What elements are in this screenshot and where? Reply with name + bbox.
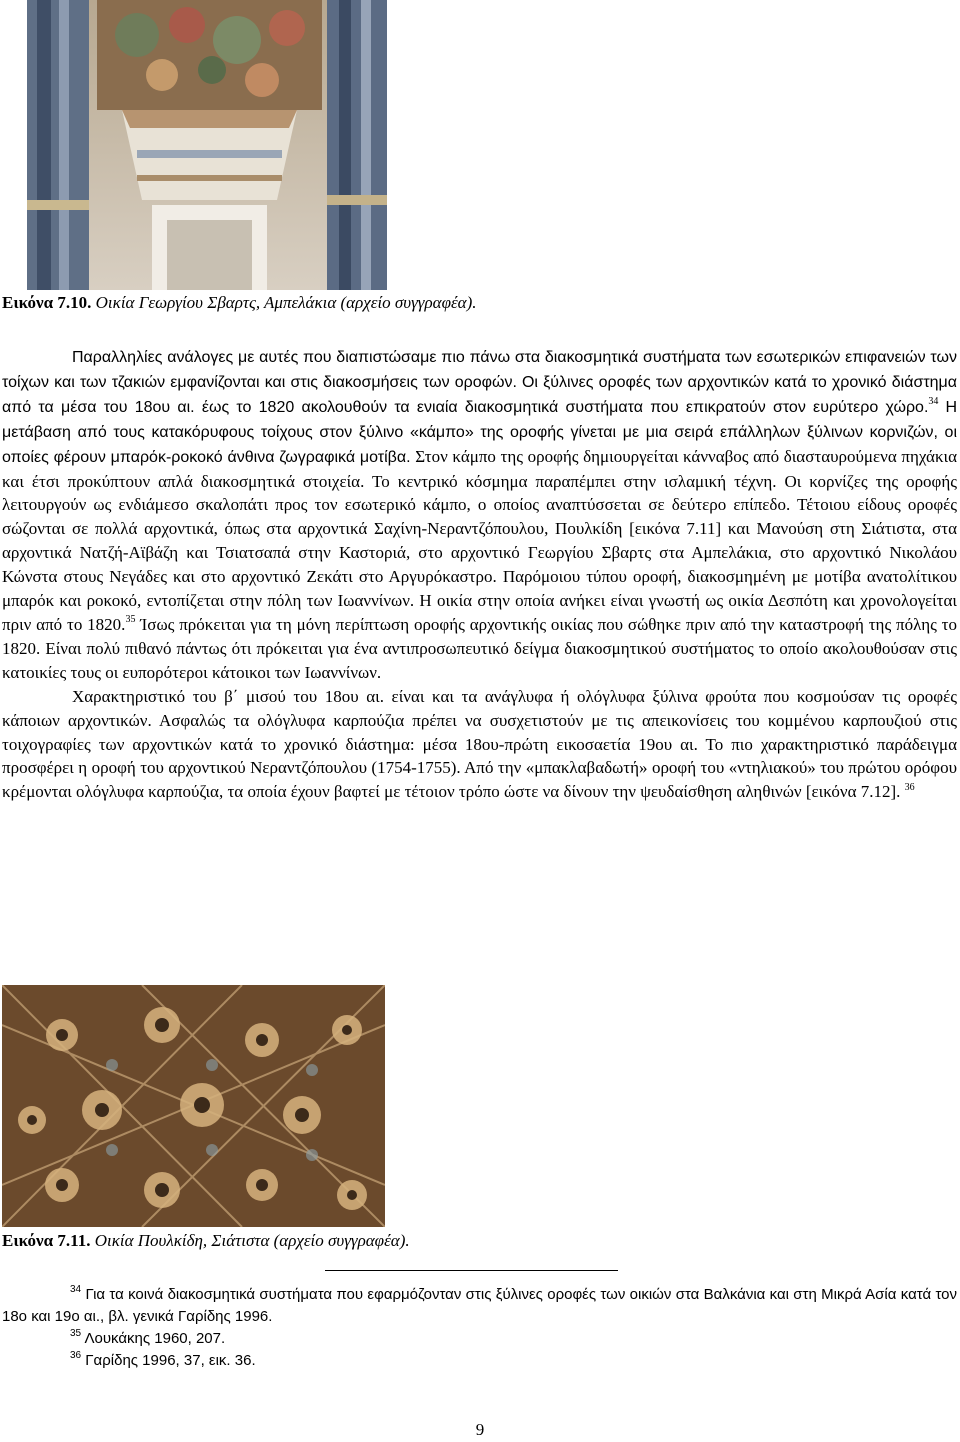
figure-label: Εικόνα 7.11. <box>2 1231 91 1250</box>
footnote-ref-34[interactable]: 34 <box>928 396 939 408</box>
figure-7-11-caption <box>2 1231 410 1251</box>
footnote-34 <box>2 1284 957 1328</box>
figure-caption-text: Οικία Γεωργίου Σβαρτς, Αμπελάκια (αρχείο συγγραφέα). <box>95 293 477 312</box>
sentence-5: Ίσως πρόκειται για τη μόνη περίπτωση οροφής αρχοντικής οικίας που σώθηκε πριν από την καταστροφή της πόλης το 1820. Είναι πολύ πιθανό πάντως ότι πρόκειται για ένα αντιπροσωπευτικό δείγμα διακοσμητικού συστήματος το οποίο ακολουθούσαν στις κατοικίες τους οι ευπορότεροι κάτοικοι των Ιωαννίνων. <box>2 614 957 682</box>
footnote-36 <box>2 1350 957 1372</box>
footnote-text: Λουκάκης 1960, 207. <box>84 1330 226 1347</box>
footnote-number: 36 <box>70 1350 82 1361</box>
figure-7-11-photo <box>2 985 385 1227</box>
sentence-1: Παραλληλίες ανάλογες με αυτές που διαπιστώσαμε πιο πάνω στα διακοσμητικά συστήματα των εσωτερικών επιφανειών των τοίχων και των τζακιών εμφανίζονται και στις διακοσμήσεις των οροφών. <box>2 349 957 391</box>
painted-ceiling-image <box>2 985 385 1227</box>
sentence-2: Οι ξύλινες οροφές των αρχοντικών κατά το χρονικό διάστημα από τα μέσα του 18ου αι. έως το 1820 ακολουθούν τα ενιαία διακοσμητικά συστήματα που επικρατούν στον ευρύτερο χώρο. <box>2 373 958 416</box>
figure-7-10-caption <box>2 293 477 313</box>
sentence-3: Η μετάβαση από τους κατακόρυφους τοίχους στον ξύλινο «κάμπο» της οροφής γίνεται με μια σειρά επάλληλων ξύλινων κορνιζών, οι οποίες φέρουν μπαρόκ-ροκοκό άνθινα ζωγραφικά μοτίβα. <box>2 398 957 466</box>
body-paragraph-1 <box>2 345 957 804</box>
sentence-4: Στον κάμπο της οροφής δημιουργείται κάνναβος από διασταυρούμενα πηχάκια και έτσι προκύπτουν απλά διακοσμητικά στοιχεία. Το κεντρικό κόσμημα παραπέμπει στην ισλαμική τέχνη. Οι κορνίζες της οροφής λειτουργούν ως ενδιάμεσο σκαλοπάτι προς τον εσωτερικό κάμπο, ο οποίος αναπτύσσεται σε δεύτερο επίπεδο. Τέτοιου είδους οροφές σώζονται σε πολλά αρχοντικά, όπως στα αρχοντικά Σαχίνη-Νεραντζόπουλου, Πουλκίδη [εικόνα 7.11] και Μανούση στη Σιάτιστα, στα αρχοντικά Νατζή-Αϊβάζη και Τσιατσαπά στην Καστοριά, στο αρχοντικό Γεωργίου Σβαρτς στα Αμπελάκια, στο αρχοντικό Νικολάου Κώνστα στους Νεγάδες και στο αρχοντικό Ζεκάτι στο Αργυρόκαστρο. Παρόμοιου τύπου οροφή, διακοσμημένη με μοτίβα ανατολίτικου μπαρόκ και ροκοκό, εντοπίζεται στην πόλη των Ιωαννίνων. Η οικία στην οποία ανήκει είναι γνωστή ως οικία Δεσπότη και χρονολογείται πριν από το 1820. <box>2 446 957 634</box>
footnote-ref-36[interactable]: 36 <box>904 781 915 793</box>
paragraph-2-text: Χαρακτηριστικό του β΄ μισού του 18ου αι. είναι και τα ανάγλυφα ή ολόγλυφα ξύλινα φρούτα που κοσμούσαν τις οροφές κάποιων αρχοντικών. Ασφαλώς τα ολόγλυφα καρπούζια πρέπει να συσχετιστούν με τις απεικονίσεις του κομμένου καρπουζιού στις τοιχογραφίες των αρχοντικών κατά το χρονικό διάστημα: μέσα 18ου-πρώτη εικοσαετία 19ου αι. Το πιο χαρακτηριστικό παράδειγμα προσφέρει η οροφή του αρχοντικού Νεραντζόπουλου (1754-1755). Από την «μπακλαβαδωτή» οροφή του «ντηλιακού» του πρώτου ορόφου κρέμονται ολόγλυφα καρπούζια, τα οποία έχουν βαφτεί με τέτοιον τρόπο ώστε να δίνουν την ψευδαίσθηση αληθινών [εικόνα 7.12]. <box>2 686 957 802</box>
footnote-number: 34 <box>70 1284 82 1295</box>
fireplace-painting-image <box>27 0 387 290</box>
figure-7-10-photo <box>27 0 387 290</box>
footnote-number: 35 <box>70 1328 82 1339</box>
footnote-text: Για τα κοινά διακοσμητικά συστήματα που εφαρμόζονταν στις ξύλινες οροφές των οικιών στα Βαλκάνια και στη Μικρά Ασία κατά τον 18ο και 19ο αι., βλ. γενικά Γαρίδης 1996. <box>2 1286 958 1325</box>
figure-caption-text: Οικία Πουλκίδη, Σιάτιστα (αρχείο συγγραφέα). <box>94 1231 410 1250</box>
figure-label: Εικόνα 7.10. <box>2 293 92 312</box>
footnote-ref-35[interactable]: 35 <box>125 614 136 626</box>
page-number: 9 <box>475 1420 485 1439</box>
footnote-text: Γαρίδης 1996, 37, εικ. 36. <box>85 1352 256 1369</box>
footnote-35 <box>2 1328 957 1350</box>
footnote-separator <box>325 1270 618 1271</box>
footnotes <box>2 1284 957 1372</box>
